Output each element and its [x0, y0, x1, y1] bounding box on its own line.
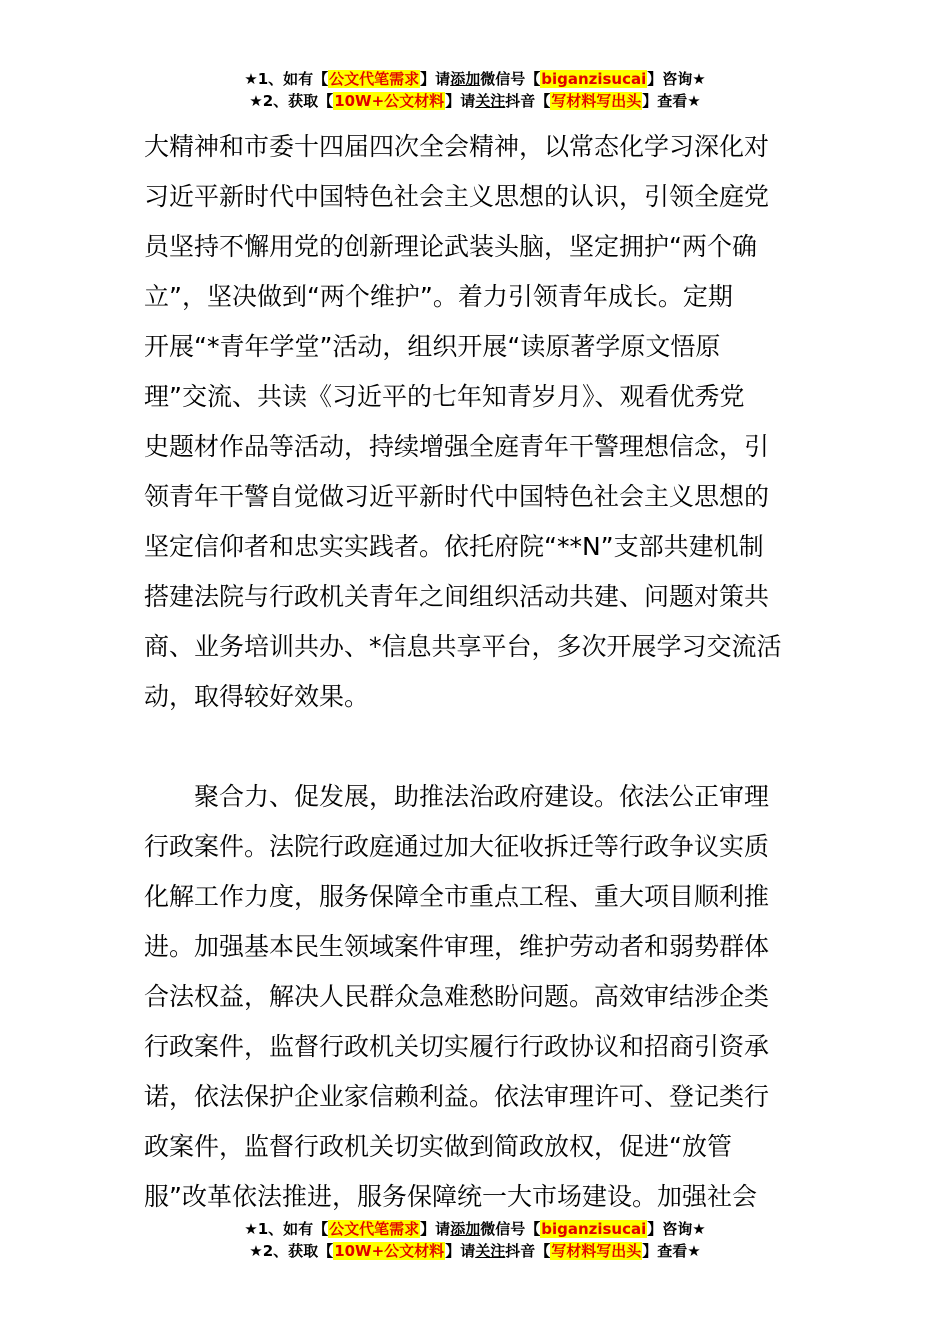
text-line: 行政案件，监督行政机关切实履行行政协议和招商引资承	[144, 1032, 770, 1061]
text-line: 商、业务培训共办、*信息共享平台，多次开展学习交流活	[144, 632, 782, 661]
banner-text: ★2、获取【	[249, 92, 334, 110]
banner-text: 微信号【	[480, 70, 541, 88]
banner-text: ★2、获取【	[249, 1242, 334, 1260]
banner-text: ★1、如有【	[244, 1220, 329, 1238]
text-line: 大精神和市委十四届四次全会精神，以常态化学习深化对	[144, 132, 770, 161]
banner-text: 】请	[445, 92, 476, 110]
banner-text: 抖音【	[505, 92, 551, 110]
text-line: 聚合力、促发展，助推法治政府建设。依法公正审理	[144, 782, 770, 811]
text-line: 开展“*青年学堂”活动，组织开展“读原著学原文悟原	[144, 332, 721, 361]
highlight-text: 公文代笔需求	[329, 1220, 420, 1238]
banner-text: ★1、如有【	[244, 70, 329, 88]
paragraph-2	[144, 772, 808, 1222]
highlight-text: 10W+公文材料	[334, 1242, 445, 1260]
text-line: 领青年干警自觉做习近平新时代中国特色社会主义思想的	[144, 482, 770, 511]
banner-line-2	[0, 90, 950, 112]
text-line: 动，取得较好效果。	[144, 682, 370, 711]
text-line: 行政案件。法院行政庭通过加大征收拆迁等行政争议实质	[144, 832, 770, 861]
wechat-id: biganzisucai	[541, 70, 647, 88]
document-body	[144, 122, 808, 1222]
banner-text: 】咨询★	[647, 1220, 706, 1238]
text-line: 服”改革依法推进，服务保障统一大市场建设。加强社会	[144, 1182, 757, 1211]
text-line: 进。加强基本民生领域案件审理，维护劳动者和弱势群体	[144, 932, 770, 961]
banner-text: 】请	[420, 1220, 451, 1238]
banner-line-1	[0, 1218, 950, 1240]
footer-banner	[0, 1218, 950, 1262]
banner-line-1	[0, 68, 950, 90]
underlined-text: 添加	[450, 70, 481, 88]
paragraph-1	[144, 122, 808, 722]
text-line: 立”，坚决做到“两个维护”。着力引领青年成长。定期	[144, 282, 733, 311]
douyin-id: 写材料写出头	[551, 1242, 642, 1260]
text-line: 理”交流、共读《习近平的七年知青岁月》、观看优秀党	[144, 382, 745, 411]
highlight-text: 10W+公文材料	[334, 92, 445, 110]
text-line: 诺，依法保护企业家信赖利益。依法审理许可、登记类行	[144, 1082, 770, 1111]
underlined-text: 关注	[475, 92, 506, 110]
text-line: 史题材作品等活动，持续增强全庭青年干警理想信念，引	[144, 432, 770, 461]
text-line: 搭建法院与行政机关青年之间组织活动共建、问题对策共	[144, 582, 770, 611]
text-line: 员坚持不懈用党的创新理论武装头脑，坚定拥护“两个确	[144, 232, 757, 261]
banner-text: 】请	[420, 70, 451, 88]
banner-text: 】查看★	[642, 1242, 701, 1260]
text-line: 坚定信仰者和忠实实践者。依托府院“**N”支部共建机制	[144, 532, 764, 561]
banner-text: 】咨询★	[647, 70, 706, 88]
banner-text: 】查看★	[642, 92, 701, 110]
text-line: 化解工作力度，服务保障全市重点工程、重大项目顺利推	[144, 882, 770, 911]
douyin-id: 写材料写出头	[551, 92, 642, 110]
banner-text: 抖音【	[505, 1242, 551, 1260]
text-line: 习近平新时代中国特色社会主义思想的认识，引领全庭党	[144, 182, 770, 211]
banner-text: 微信号【	[480, 1220, 541, 1238]
underlined-text: 关注	[475, 1242, 506, 1260]
banner-line-2	[0, 1240, 950, 1262]
underlined-text: 添加	[450, 1220, 481, 1238]
highlight-text: 公文代笔需求	[329, 70, 420, 88]
banner-text: 】请	[445, 1242, 476, 1260]
wechat-id: biganzisucai	[541, 1220, 647, 1238]
text-line: 政案件，监督行政机关切实做到简政放权，促进“放管	[144, 1132, 732, 1161]
text-line: 合法权益，解决人民群众急难愁盼问题。高效审结涉企类	[144, 982, 770, 1011]
paragraph-gap	[144, 722, 808, 772]
header-banner	[0, 68, 950, 112]
